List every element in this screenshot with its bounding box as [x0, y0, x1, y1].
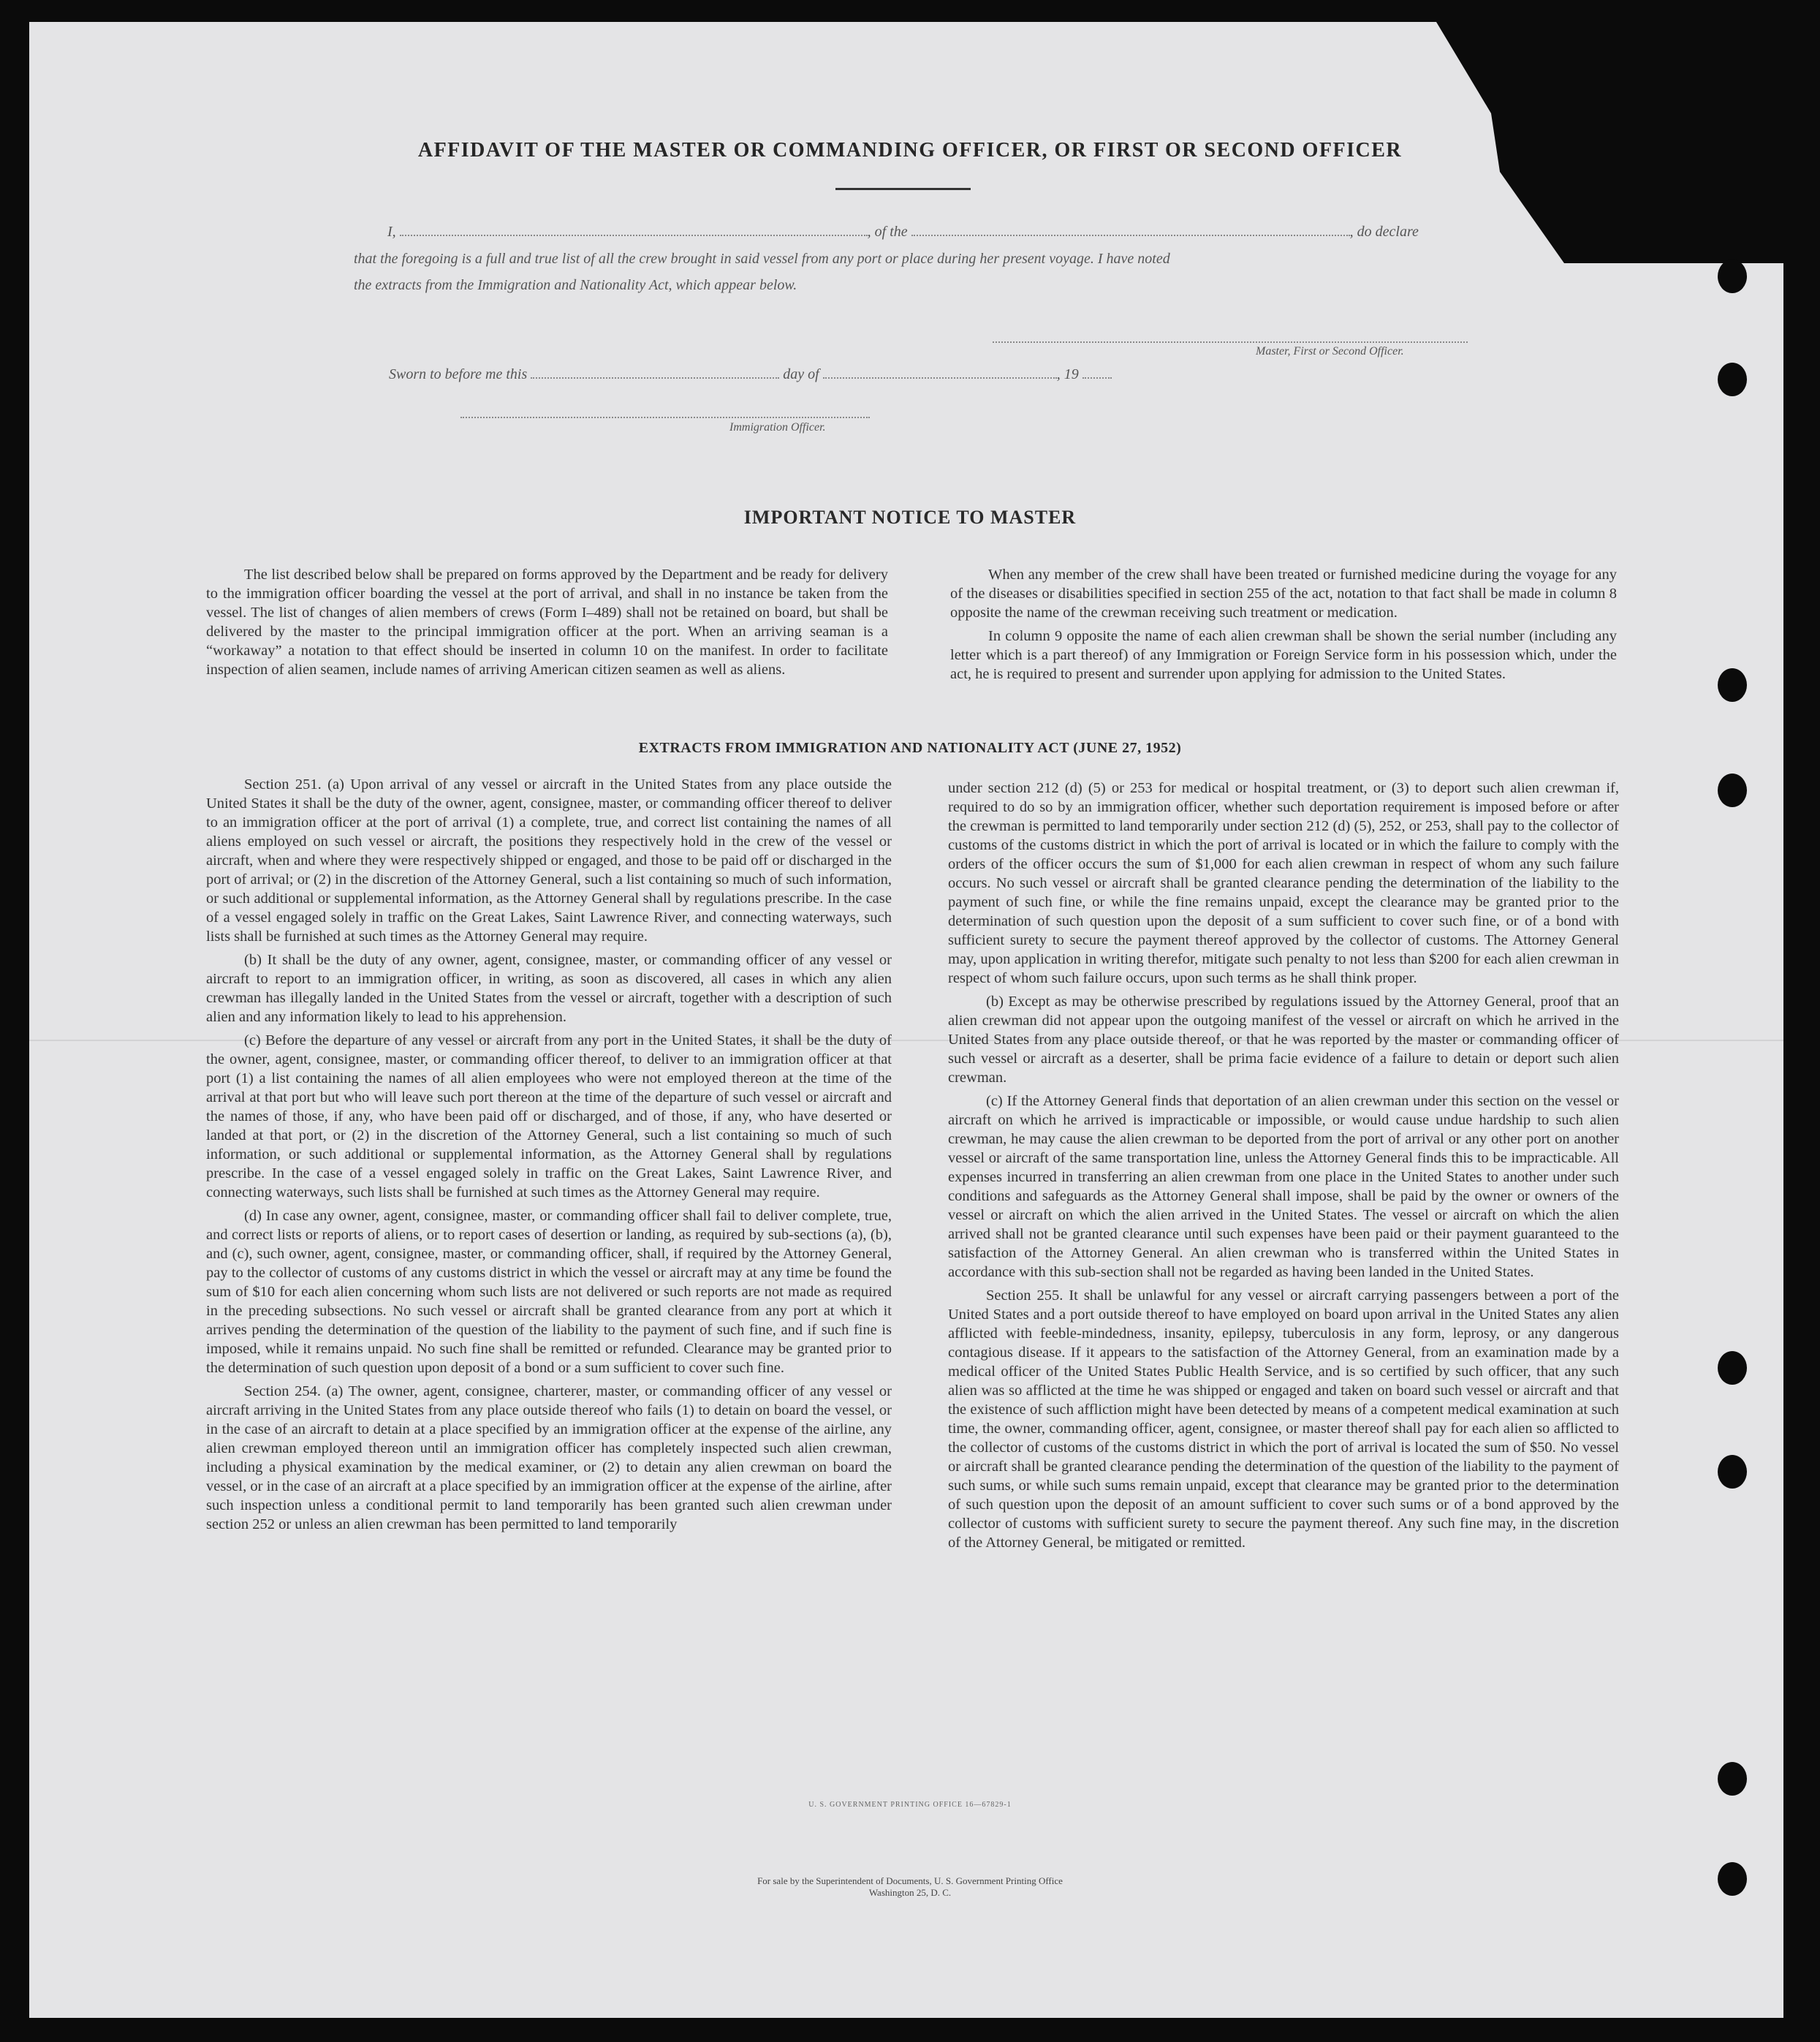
section-254c: (c) If the Attorney General finds that deportation of an alien crewman under this section on the vessel or aircraft on which he arrived is impracticable or impossible, or would cause undue hardship to such alien crewman, he may cause the alien crewman to be deported from the port of arrival or any other port on another vessel or aircraft of the same transportation line, unless the Attorney General finds this to be impracticable. All expenses incurred in transferring an alien crewman from one place in the United States to another under such conditions and safeguards as the Attorney General shall impose, shall be paid by the owner or owners of the vessel or aircraft on which the alien arrived in the United States. The vessel or aircraft on which the alien arrived shall not be granted clearance until such expenses have been paid or their payment guaranteed to the satisfaction of the Attorney General. An alien crewman who is transferred within the United States in accordance with this sub-section shall not be regarded as having been landed in the United States.: [948, 1093, 1619, 1280]
extracts-left-column: [206, 775, 892, 1534]
sworn-month-field[interactable]: [823, 364, 1057, 379]
declaration-line-1: [387, 222, 1419, 241]
sworn-day-field[interactable]: [531, 364, 779, 379]
notice-paragraph: When any member of the crew shall have been treated or furnished medicine during the voyage for any of the diseases or disabilities specified in section 255 of the act, notation to that fact shall be made in column 8 opposite the name of the crewman receiving such treatment or medication.: [950, 567, 1617, 621]
sworn-year: , 19: [1056, 366, 1079, 382]
binder-hole-icon: [1718, 1351, 1747, 1385]
master-signature-line[interactable]: [993, 341, 1468, 343]
footer-line-2: Washington 25, D. C.: [868, 1887, 952, 1898]
section-251b: (b) It shall be the duty of any owner, agent, consignee, master, or commanding officer of any vessel or aircraft to report to an immigration officer, in writing, as soon as discovered, all cases in which any alien crewman has illegally landed in the United States from the vessel or aircraft, together with a description of such alien and any information likely to lead to his apprehension.: [206, 952, 892, 1025]
section-254a: Section 254. (a) The owner, agent, consignee, charterer, master, or commanding officer of any vessel or aircraft arriving in the United States from any place outside thereof who fails (1) to detain on board the vessel, or in the case of an aircraft to detain at a place specified by an immigration officer at the expense of the airline, any alien crewman employed thereon until an immigration officer has completely inspected such alien crewman, including a physical examination by the medical examiner, or (2) to detain any alien crewman on board the vessel, or in the case of an aircraft at a place specified by an immigration officer at the expense of the airline, after such inspection unless a conditional permit to land temporarily has been granted such alien crewman under section 252 or unless an alien crewman has been permitted to land temporarily: [206, 1383, 892, 1532]
declaration-i: I,: [387, 224, 396, 240]
binder-hole-icon: [1718, 363, 1747, 396]
section-254a-continued: under section 212 (d) (5) or 253 for medical or hospital treatment, or (3) to deport such alien crewman if, required to do so by an immigration officer, whether such deportation requirement is imposed before or after the crewman is permitted to land temporarily under section 212 (d) (5), 252, or 253, shall pay to the collector of customs of the customs district in which the port of arrival is located or in which the failure to comply with the orders of the officer occurs the sum of $1,000 for each alien crewman in respect of whom any such failure occurs. No such vessel or aircraft shall be granted clearance pending the determination of the liability to the payment of such fine, or while the fine remains unpaid, except the clearance may be granted prior to the determination of such question upon the deposit of a sum sufficient to cover such fine, or of a bond with sufficient surety to secure the payment thereof approved by the collector of customs. The Attorney General may, upon application in writing therefor, mitigate such penalty to not less than $200 for each alien crewman in respect of whom such failure occurs, upon such terms as he shall think proper.: [948, 780, 1619, 986]
binder-hole-icon: [1718, 1455, 1747, 1489]
sworn-prefix: Sworn to before me this: [389, 366, 528, 382]
declaration-of-the: , of the: [867, 224, 908, 240]
affidavit-title: AFFIDAVIT OF THE MASTER OR COMMANDING OFFICER, OR FIRST OR SECOND OFFICER: [417, 139, 1403, 162]
declaration-line-2: that the foregoing is a full and true list of all the crew brought in said vessel from any port or place during her present voyage. I have noted: [354, 251, 1170, 267]
binder-hole-icon: [1718, 774, 1747, 807]
notice-heading: IMPORTANT NOTICE TO MASTER: [743, 507, 1077, 528]
extracts-heading: EXTRACTS FROM IMMIGRATION AND NATIONALITY ACT (JUNE 27, 1952): [638, 740, 1182, 756]
binder-hole-icon: [1718, 1762, 1747, 1796]
footer: [0, 1875, 1820, 1899]
notice-left-column: [206, 565, 888, 679]
declaration-line-3: the extracts from the Immigration and Nationality Act, which appear below.: [354, 277, 797, 293]
officer-signature-line[interactable]: [460, 417, 870, 418]
notice-right-column: [950, 565, 1617, 684]
title-underline: [835, 188, 971, 190]
master-signature-label: Master, First or Second Officer.: [1256, 345, 1404, 358]
sworn-line: [389, 364, 1112, 383]
declaration-do-declare: , do declare: [1349, 224, 1419, 240]
vessel-field[interactable]: [911, 222, 1350, 236]
extracts-right-column: [948, 779, 1619, 1552]
section-255: Section 255. It shall be unlawful for any vessel or aircraft carrying passengers between a port of the United States and a port outside thereof to have employed on board upon arrival in the United States any alien afflicted with feeble-mindedness, insanity, epilepsy, tuberculosis in any form, leprosy, or any dangerous contagious disease. If it appears to the satisfaction of the Attorney General, from an examination made by a medical officer of the United States Public Health Service, and is so certified by such officer, that any such alien was so afflicted at the time he was shipped or engaged and taken on board such vessel or aircraft and that the existence of such affliction might have been detected by means of a competent medical examination at such time, the owner, commanding officer, agent, consignee, or master thereof shall pay for each alien so afflicted to the collector of customs of the customs district in which the port of arrival is located the sum of $50. No vessel or aircraft shall be granted clearance pending the determination of the question of the liability to the payment of such sums, or while such sums remain unpaid, except that clearance may be granted prior to the determination of such question upon the deposit of an amount sufficient to cover such sums or of a bond approved by the collector of customs with sufficient surety to secure the payment thereof. Any such fine may, in the discretion of the Attorney General, be mitigated or remitted.: [948, 1287, 1619, 1551]
name-field[interactable]: [400, 222, 868, 236]
section-251a: Section 251. (a) Upon arrival of any vessel or aircraft in the United States from any place outside the United States it shall be the duty of the owner, agent, consignee, master, or commanding officer thereof to deliver to an immigration officer at the port of arrival (1) a complete, true, and correct list containing the names of all aliens employed on such vessel or aircraft, the positions they respectively hold in the crew of the vessel or aircraft, when and where they were respectively shipped or engaged, and those to be paid off or discharged in the port of arrival; or (2) in the discretion of the Attorney General, such a list containing so much of such information, or such additional or supplemental information, as the Attorney General shall by regulations prescribe. In the case of a vessel engaged solely in traffic on the Great Lakes, Saint Lawrence River, and connecting waterways, such lists shall be furnished at such times as the Attorney General may require.: [206, 776, 892, 945]
section-251d: (d) In case any owner, agent, consignee, master, or commanding officer shall fail to deliver complete, true, and correct lists or reports of aliens, or to report cases of desertion or landing, as required by sub-sections (a), (b), and (c), such owner, agent, consignee, master, or commanding officer, shall, if required by the Attorney General, pay to the collector of customs of any customs district in which the vessel or aircraft may at any time be found the sum of $10 for each alien concerning whom such lists are not delivered or such reports are not made as required in the preceding subsections. No such vessel or aircraft shall be granted clearance from any port at which it arrives pending the determination of the question of the liability to the payment of such fine, and if such fine is imposed, while it remains unpaid. No such fine shall be remitted or refunded. Clearance may be granted prior to the determination of such question upon deposit of a bond or a sum sufficient to cover such fine.: [206, 1208, 892, 1376]
binder-hole-icon: [1718, 668, 1747, 702]
sworn-day-of: day of: [783, 366, 819, 382]
notice-paragraph: In column 9 opposite the name of each alien crewman shall be shown the serial number (including any letter which is a part thereof) of any Immigration or Foreign Service form in his possession which, under the act, he is required to present and surrender upon applying for admission to the United States.: [950, 628, 1617, 682]
notice-paragraph: The list described below shall be prepared on forms approved by the Department and be ready for delivery to the immigration officer boarding the vessel at the port of arrival, and shall in no instance be taken from the vessel. The list of changes of alien members of crews (Form I–489) shall not be retained on board, but shall be delivered by the master to the principal immigration officer at the port. When an arriving seaman is a “workaway” a notation to that effect should be inserted in column 10 on the manifest. In order to facilitate inspection of alien seamen, include names of arriving American citizen seamen as well as aliens.: [206, 567, 888, 678]
section-251c: (c) Before the departure of any vessel or aircraft from any port in the United States, it shall be the duty of the owner, agent, consignee, master, or commanding officer thereof, to deliver to an immigration officer at that port (1) a list containing the names of all alien employees who were not employed thereon at the time of the arrival at that port but who will leave such port thereon at the time of the departure of such vessel or aircraft and the names of those, if any, who have been paid off or discharged, and of those, if any, who have deserted or landed at that port, or (2) in the discretion of the Attorney General, such a list containing so much of such information, or such additional or supplemental information, as the Attorney General shall by regulations prescribe. In the case of a vessel engaged solely in traffic on the Great Lakes, Saint Lawrence River, and connecting waterways, such lists shall be furnished at such times as the Attorney General may require.: [206, 1032, 892, 1200]
officer-signature-label: Immigration Officer.: [729, 421, 826, 434]
footer-line-1: For sale by the Superintendent of Documents, U. S. Government Printing Office: [757, 1875, 1063, 1886]
binder-hole-icon: [1718, 260, 1747, 293]
section-254b: (b) Except as may be otherwise prescribed by regulations issued by the Attorney General, proof that an alien crewman did not appear upon the outgoing manifest of the vessel or aircraft on which he arrived in the United States from any place outside thereof, or that he was reported by the master or commanding officer of such vessel or aircraft as a deserter, shall be prima facie evidence of a failure to detain or deport such alien crewman.: [948, 994, 1619, 1086]
printer-line: U. S. GOVERNMENT PRINTING OFFICE 16—67829-1: [808, 1801, 1012, 1809]
sworn-year-field[interactable]: [1082, 364, 1112, 379]
